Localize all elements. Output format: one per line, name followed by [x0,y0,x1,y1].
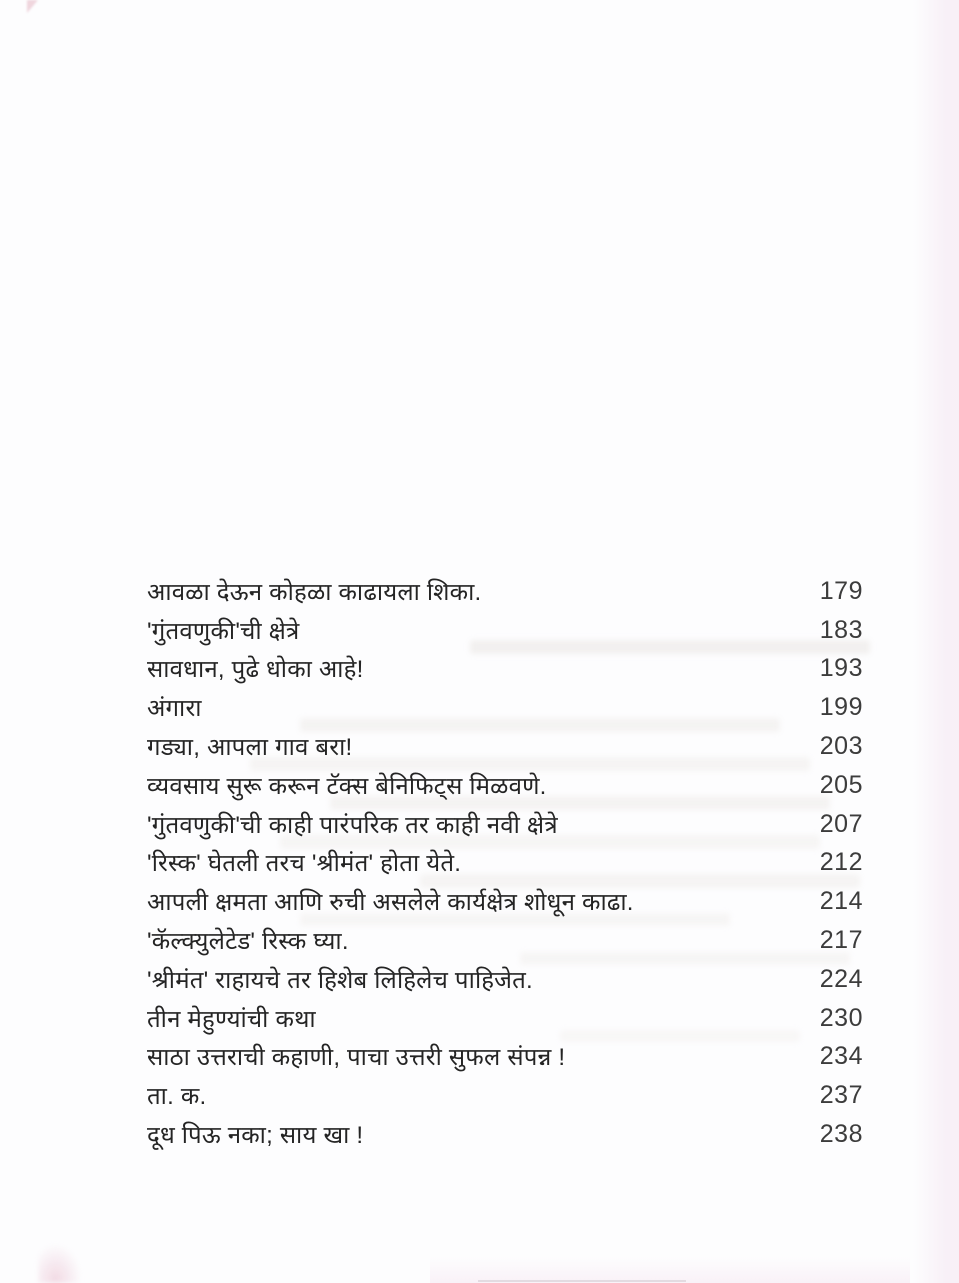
toc-entry-page-number: 234 [819,1042,863,1071]
toc-entry-title: गड्या, आपला गाव बरा! [147,734,353,762]
toc-entry-page-number: 214 [819,887,863,916]
toc-entry [147,611,863,650]
toc-entry-page-number: 179 [819,576,863,605]
toc-entry [147,805,863,844]
toc-entry [147,882,863,921]
toc-entry-page-number: 230 [819,1003,863,1032]
toc-entry-title: अंगारा [147,695,202,723]
toc-entry-title: 'गुंतवणुकी'ची क्षेत्रे [147,617,300,645]
toc-entry-title: तीन मेहुण्यांची कथा [147,1005,316,1033]
toc-entry-page-number: 207 [819,809,863,838]
toc-entry-title: ता. क. [147,1083,207,1111]
toc-entry [147,1115,863,1154]
toc-entry [147,766,863,805]
toc-entry-title: दूध पिऊ नका; साय खा ! [147,1122,364,1150]
toc-entry-page-number: 238 [819,1120,863,1149]
toc-entry-page-number: 183 [819,615,863,644]
toc-entry-title: 'रिस्क' घेतली तरच 'श्रीमंत' होता येते. [147,850,462,878]
toc-entry-page-number: 212 [819,848,863,877]
toc-entry-title: 'कॅल्क्युलेटेड' रिस्क घ्या. [147,928,349,956]
toc-entry [147,688,863,727]
toc-entry-page-number: 224 [819,964,863,993]
toc-entry-page-number: 203 [819,732,863,761]
toc-entry [147,999,863,1038]
scan-artifact-corner-mark [27,0,38,13]
toc-entry-title: व्यवसाय सुरू करून टॅक्स बेनिफिट्स मिळवणे. [147,772,547,800]
scan-artifact-bottom-line [478,1280,686,1282]
scan-artifact-right-edge-tint [913,0,959,1283]
toc-entry [147,960,863,999]
toc-entry [147,921,863,960]
scan-artifact-bottom-smudge [38,1243,82,1283]
toc-entry-title: 'गुंतवणुकी'ची काही पारंपरिक तर काही नवी क्षेत्रे [147,811,558,839]
toc-entry [147,1038,863,1077]
toc-entry [147,844,863,883]
toc-entry-title: साठा उत्तराची कहाणी, पाचा उत्तरी सुफल संपन्न ! [147,1044,566,1072]
toc-entry-page-number: 217 [819,926,863,955]
toc-entry-title: आवळा देऊन कोहळा काढायला शिका. [147,578,482,606]
table-of-contents [147,572,863,1154]
toc-entry-page-number: 193 [819,654,863,683]
toc-entry [147,650,863,689]
toc-entry-page-number: 199 [819,693,863,722]
toc-entry-title: 'श्रीमंत' राहायचे तर हिशेब लिहिलेच पाहिजेत. [147,966,533,994]
toc-entry-page-number: 237 [819,1081,863,1110]
toc-entry [147,1076,863,1115]
toc-entry [147,727,863,766]
toc-entry [147,572,863,611]
toc-entry-page-number: 205 [819,770,863,799]
toc-entry-title: आपली क्षमता आणि रुची असलेले कार्यक्षेत्र शोधून काढा. [147,889,634,917]
toc-entry-title: सावधान, पुढे धोका आहे! [147,656,364,684]
scan-artifact-bottom-haze [430,1257,910,1283]
